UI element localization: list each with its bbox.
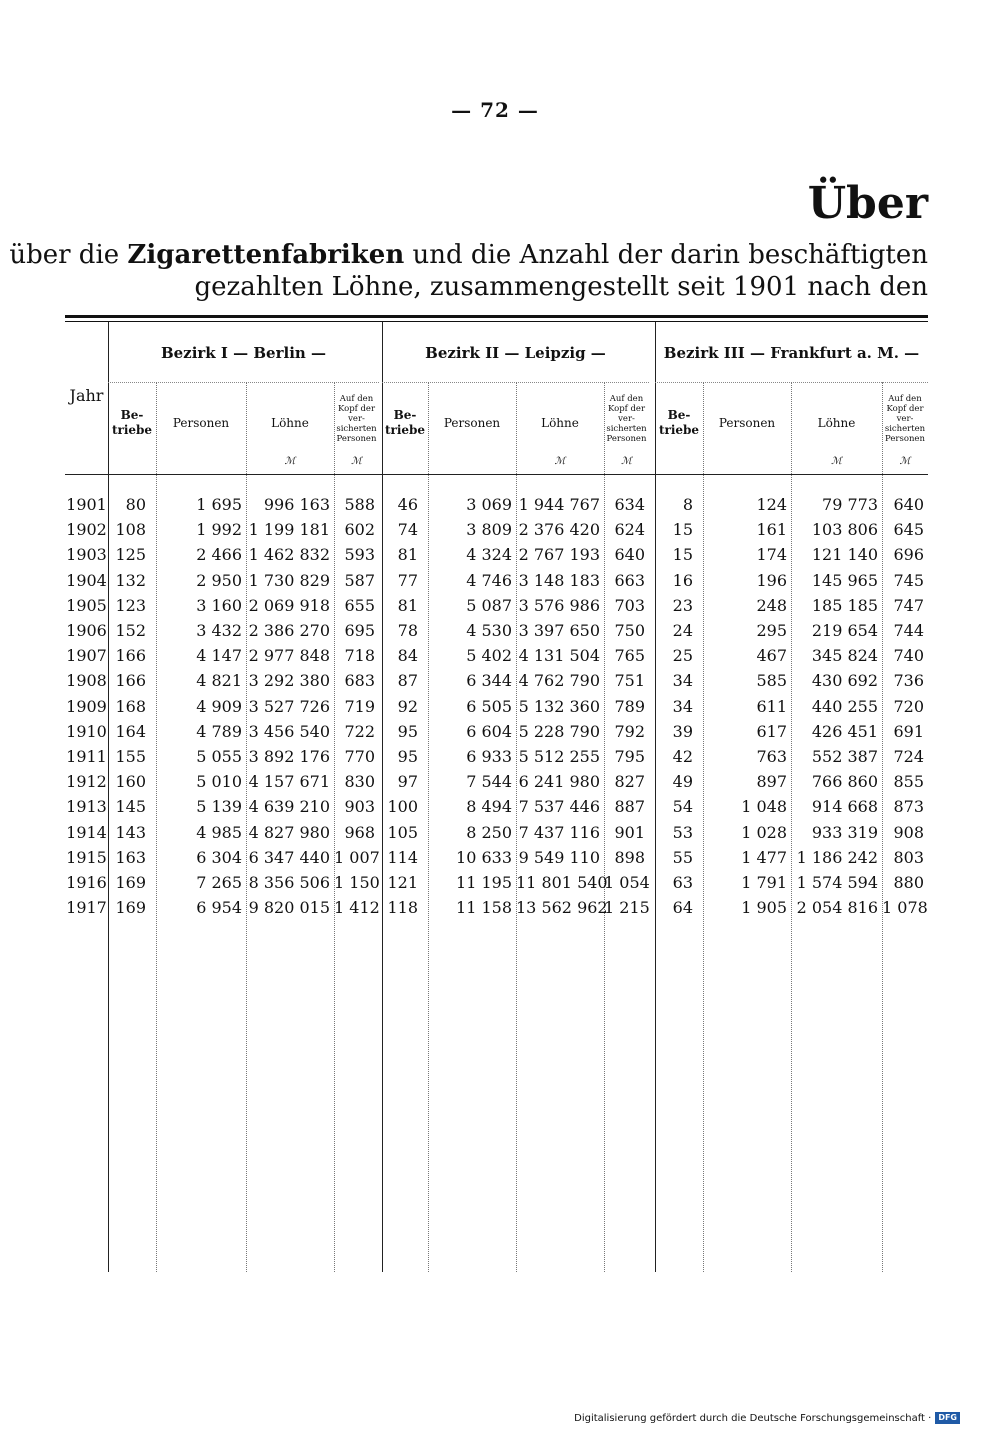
district-heading: Bezirk II — Leipzig — — [425, 344, 606, 362]
loehne-cell: 2 069 918 — [248, 595, 330, 615]
personen-cell: 5 402 — [466, 646, 512, 666]
betriebe-cell: 152 — [115, 621, 146, 640]
per-capita-cell: 827 — [614, 772, 645, 792]
table-row — [65, 492, 928, 517]
betriebe-cell: 160 — [115, 772, 146, 792]
betriebe-cell: 78 — [397, 621, 418, 640]
loehne-cell: 1 944 767 — [518, 495, 600, 514]
header-bottom-rule — [65, 474, 928, 475]
per-capita-header: Auf den Kopf der ver- sicherten Personen — [336, 394, 377, 444]
table-row — [65, 618, 928, 643]
per-capita-cell: 602 — [344, 520, 375, 540]
loehne-cell: 121 140 — [811, 545, 878, 565]
currency-unit: ℳ — [899, 456, 911, 467]
table-row — [65, 694, 928, 719]
loehne-cell: 4 639 210 — [248, 797, 330, 817]
per-capita-cell: 751 — [614, 671, 645, 691]
betriebe-cell: 169 — [115, 873, 146, 892]
personen-cell: 161 — [756, 520, 787, 540]
loehne-cell: 1 186 242 — [796, 847, 878, 867]
table-row — [65, 895, 928, 920]
personen-cell: 3 160 — [196, 595, 242, 615]
year-cell: 1905 — [66, 595, 107, 615]
table-top-rule — [65, 315, 928, 318]
betriebe-cell: 84 — [397, 646, 418, 666]
betriebe-cell: 42 — [672, 747, 693, 766]
betriebe-header: Be- triebe — [658, 408, 700, 437]
district-heading: Bezirk III — Frankfurt a. M. — — [663, 344, 920, 362]
loehne-cell: 4 762 790 — [518, 671, 600, 691]
loehne-cell: 1 462 832 — [248, 545, 330, 565]
footer-credit — [574, 1412, 960, 1424]
table-row — [65, 820, 928, 845]
personen-cell: 585 — [756, 671, 787, 691]
currency-unit: ℳ — [621, 456, 632, 467]
betriebe-cell: 55 — [672, 847, 693, 867]
betriebe-cell: 34 — [672, 671, 693, 691]
per-capita-cell: 887 — [614, 797, 645, 817]
table-row — [65, 794, 928, 819]
table-row — [65, 643, 928, 668]
per-capita-cell: 593 — [344, 545, 375, 565]
per-capita-cell: 736 — [893, 671, 924, 691]
betriebe-cell: 15 — [672, 520, 693, 540]
loehne-cell: 185 185 — [811, 595, 878, 615]
per-capita-cell: 792 — [614, 721, 645, 741]
year-cell: 1907 — [66, 646, 107, 666]
personen-cell: 6 304 — [196, 847, 242, 867]
betriebe-cell: 95 — [397, 721, 418, 741]
year-cell: 1912 — [66, 772, 107, 792]
subtitle-line-2: gezahlten Löhne, zusammengestellt seit 1901 nach den — [194, 272, 928, 302]
personen-cell: 248 — [756, 595, 787, 615]
loehne-cell: 2 054 816 — [796, 898, 878, 918]
per-capita-cell: 683 — [344, 671, 375, 691]
personen-cell: 4 789 — [196, 721, 242, 741]
personen-cell: 897 — [756, 772, 787, 792]
per-capita-cell: 740 — [893, 646, 924, 666]
table-row — [65, 769, 928, 794]
loehne-cell: 1 199 181 — [248, 520, 330, 540]
per-capita-cell: 1 412 — [334, 898, 380, 918]
per-capita-cell: 640 — [893, 495, 924, 514]
personen-cell: 1 695 — [196, 495, 242, 514]
dfg-logo: DFG — [935, 1412, 960, 1424]
year-cell: 1903 — [66, 545, 107, 565]
personen-cell: 1 791 — [741, 873, 787, 892]
loehne-cell: 4 131 504 — [518, 646, 600, 666]
personen-cell: 5 139 — [196, 797, 242, 817]
personen-cell: 5 055 — [196, 747, 242, 766]
subtitle-line-1-pre: über die — [9, 240, 128, 270]
per-capita-cell: 903 — [344, 797, 375, 817]
district-heading: Bezirk I — Berlin — — [160, 344, 327, 362]
loehne-cell: 345 824 — [811, 646, 878, 666]
per-capita-cell: 898 — [614, 847, 645, 867]
betriebe-cell: 105 — [387, 822, 418, 842]
per-capita-cell: 655 — [344, 595, 375, 615]
personen-cell: 7 265 — [196, 873, 242, 892]
year-cell: 1901 — [66, 495, 107, 514]
loehne-cell: 3 148 183 — [518, 570, 600, 590]
loehne-cell: 5 228 790 — [518, 721, 600, 741]
betriebe-cell: 123 — [115, 595, 146, 615]
year-cell: 1910 — [66, 721, 107, 741]
personen-cell: 1 477 — [741, 847, 787, 867]
betriebe-cell: 166 — [115, 671, 146, 691]
per-capita-cell: 789 — [614, 696, 645, 716]
personen-cell: 4 821 — [196, 671, 242, 691]
table-row — [65, 845, 928, 870]
year-cell: 1915 — [66, 847, 107, 867]
loehne-cell: 3 456 540 — [248, 721, 330, 741]
betriebe-cell: 8 — [682, 495, 693, 514]
table-row — [65, 668, 928, 693]
betriebe-cell: 168 — [115, 696, 146, 716]
per-capita-cell: 1 054 — [604, 873, 650, 892]
page-heading: Über — [807, 178, 928, 229]
personen-cell: 8 494 — [466, 797, 512, 817]
personen-cell: 10 633 — [456, 847, 512, 867]
betriebe-cell: 54 — [672, 797, 693, 817]
per-capita-cell: 718 — [344, 646, 375, 666]
personen-cell: 1 905 — [741, 898, 787, 918]
per-capita-cell: 855 — [893, 772, 924, 792]
loehne-header: Löhne — [541, 416, 579, 430]
personen-cell: 3 069 — [466, 495, 512, 514]
personen-header: Personen — [443, 416, 501, 430]
personen-cell: 3 432 — [196, 621, 242, 640]
table-row — [65, 719, 928, 744]
personen-cell: 4 530 — [466, 621, 512, 640]
personen-cell: 763 — [756, 747, 787, 766]
loehne-cell: 6 347 440 — [248, 847, 330, 867]
betriebe-cell: 81 — [397, 595, 418, 615]
personen-cell: 1 048 — [741, 797, 787, 817]
per-capita-cell: 645 — [893, 520, 924, 540]
per-capita-cell: 1 007 — [334, 847, 380, 867]
betriebe-cell: 95 — [397, 747, 418, 766]
betriebe-cell: 24 — [672, 621, 693, 640]
betriebe-cell: 16 — [672, 570, 693, 590]
per-capita-cell: 803 — [893, 847, 924, 867]
betriebe-cell: 25 — [672, 646, 693, 666]
table-row — [65, 517, 928, 542]
subtitle-line-1-post: und die Anzahl der darin beschäftigten — [404, 240, 928, 270]
per-capita-cell: 908 — [893, 822, 924, 842]
table-row — [65, 568, 928, 593]
loehne-cell: 552 387 — [811, 747, 878, 766]
statistics-table — [65, 322, 928, 1272]
loehne-cell: 766 860 — [811, 772, 878, 792]
betriebe-cell: 145 — [115, 797, 146, 817]
personen-cell: 617 — [756, 721, 787, 741]
personen-cell: 4 147 — [196, 646, 242, 666]
subtitle-line-1-bold: Zigarettenfabriken — [127, 240, 405, 270]
loehne-cell: 11 801 540 — [516, 873, 608, 892]
currency-unit: ℳ — [831, 456, 842, 467]
personen-cell: 6 604 — [466, 721, 512, 741]
loehne-cell: 3 527 726 — [248, 696, 330, 716]
per-capita-cell: 634 — [614, 495, 645, 514]
per-capita-cell: 663 — [614, 570, 645, 590]
currency-unit: ℳ — [284, 456, 296, 467]
betriebe-cell: 108 — [115, 520, 146, 540]
betriebe-cell: 118 — [387, 898, 418, 918]
per-capita-cell: 880 — [893, 873, 924, 892]
betriebe-cell: 87 — [397, 671, 418, 691]
loehne-cell: 2 977 848 — [248, 646, 330, 666]
personen-cell: 4 909 — [196, 696, 242, 716]
district-subrule — [108, 382, 379, 383]
loehne-cell: 9 549 110 — [518, 847, 600, 867]
personen-cell: 2 466 — [196, 545, 242, 565]
table-row — [65, 744, 928, 769]
personen-cell: 5 087 — [466, 595, 512, 615]
betriebe-cell: 23 — [672, 595, 693, 615]
betriebe-header: Be- triebe — [111, 408, 153, 437]
loehne-header: Löhne — [817, 416, 856, 430]
betriebe-cell: 114 — [387, 847, 418, 867]
loehne-cell: 3 576 986 — [518, 595, 600, 615]
year-cell: 1906 — [66, 621, 107, 640]
loehne-cell: 5 132 360 — [518, 696, 600, 716]
betriebe-cell: 166 — [115, 646, 146, 666]
per-capita-cell: 640 — [614, 545, 645, 565]
loehne-cell: 3 892 176 — [248, 747, 330, 766]
loehne-cell: 3 292 380 — [248, 671, 330, 691]
per-capita-cell: 587 — [344, 570, 375, 590]
personen-cell: 4 746 — [466, 570, 512, 590]
loehne-cell: 9 820 015 — [248, 898, 330, 918]
loehne-cell: 8 356 506 — [248, 873, 330, 892]
per-capita-cell: 750 — [614, 621, 645, 640]
betriebe-cell: 15 — [672, 545, 693, 565]
per-capita-cell: 720 — [893, 696, 924, 716]
per-capita-cell: 588 — [344, 495, 375, 514]
loehne-cell: 430 692 — [811, 671, 878, 691]
loehne-cell: 5 512 255 — [518, 747, 600, 766]
betriebe-cell: 169 — [115, 898, 146, 918]
personen-header: Personen — [172, 416, 230, 430]
per-capita-cell: 624 — [614, 520, 645, 540]
betriebe-cell: 49 — [672, 772, 693, 792]
year-cell: 1904 — [66, 570, 107, 590]
per-capita-header: Auf den Kopf der ver- sicherten Personen — [884, 394, 926, 444]
subtitle-line-1 — [9, 240, 928, 270]
betriebe-cell: 97 — [397, 772, 418, 792]
loehne-header: Löhne — [271, 416, 309, 430]
personen-cell: 2 950 — [196, 570, 242, 590]
year-cell: 1911 — [66, 747, 107, 766]
personen-cell: 5 010 — [196, 772, 242, 792]
per-capita-cell: 691 — [893, 721, 924, 741]
personen-cell: 1 992 — [196, 520, 242, 540]
betriebe-cell: 121 — [387, 873, 418, 892]
betriebe-cell: 46 — [397, 495, 418, 514]
personen-cell: 6 954 — [196, 898, 242, 918]
per-capita-cell: 724 — [893, 747, 924, 766]
per-capita-cell: 1 150 — [334, 873, 380, 892]
per-capita-header: Auf den Kopf der ver- sicherten Personen — [606, 394, 647, 444]
betriebe-cell: 143 — [115, 822, 146, 842]
year-cell: 1902 — [66, 520, 107, 540]
per-capita-cell: 719 — [344, 696, 375, 716]
betriebe-cell: 81 — [397, 545, 418, 565]
betriebe-cell: 92 — [397, 696, 418, 716]
per-capita-cell: 703 — [614, 595, 645, 615]
betriebe-cell: 64 — [672, 898, 693, 918]
per-capita-cell: 901 — [614, 822, 645, 842]
personen-cell: 174 — [756, 545, 787, 565]
loehne-cell: 2 386 270 — [248, 621, 330, 640]
per-capita-cell: 765 — [614, 646, 645, 666]
page-number: — 72 — — [451, 98, 539, 122]
loehne-cell: 145 965 — [811, 570, 878, 590]
loehne-cell: 79 773 — [822, 495, 878, 514]
betriebe-cell: 163 — [115, 847, 146, 867]
footer-text: Digitalisierung gefördert durch die Deutsche Forschungsgemeinschaft · — [574, 1412, 932, 1424]
personen-cell: 196 — [756, 570, 787, 590]
loehne-cell: 996 163 — [263, 495, 330, 514]
per-capita-cell: 1 078 — [882, 898, 928, 918]
currency-unit: ℳ — [554, 456, 566, 467]
loehne-cell: 440 255 — [811, 696, 878, 716]
personen-cell: 11 195 — [456, 873, 512, 892]
year-cell: 1914 — [66, 822, 107, 842]
personen-cell: 1 028 — [741, 822, 787, 842]
loehne-cell: 4 157 671 — [248, 772, 330, 792]
personen-cell: 124 — [756, 495, 787, 514]
loehne-cell: 2 767 193 — [518, 545, 600, 565]
per-capita-cell: 795 — [614, 747, 645, 766]
year-cell: 1909 — [66, 696, 107, 716]
per-capita-cell: 747 — [893, 595, 924, 615]
personen-cell: 6 344 — [466, 671, 512, 691]
personen-cell: 6 933 — [466, 747, 512, 766]
personen-cell: 4 324 — [466, 545, 512, 565]
loehne-cell: 7 537 446 — [518, 797, 600, 817]
betriebe-cell: 63 — [672, 873, 693, 892]
per-capita-cell: 695 — [344, 621, 375, 640]
personen-cell: 11 158 — [456, 898, 512, 918]
loehne-cell: 4 827 980 — [248, 822, 330, 842]
year-cell: 1908 — [66, 671, 107, 691]
betriebe-cell: 74 — [397, 520, 418, 540]
loehne-cell: 914 668 — [811, 797, 878, 817]
personen-cell: 3 809 — [466, 520, 512, 540]
betriebe-cell: 80 — [125, 495, 146, 514]
per-capita-cell: 696 — [893, 545, 924, 565]
betriebe-cell: 125 — [115, 545, 146, 565]
currency-unit: ℳ — [351, 456, 362, 467]
per-capita-cell: 968 — [344, 822, 375, 842]
loehne-cell: 3 397 650 — [518, 621, 600, 640]
betriebe-cell: 39 — [672, 721, 693, 741]
betriebe-header: Be- triebe — [384, 408, 426, 437]
year-cell: 1913 — [66, 797, 107, 817]
table-row — [65, 870, 928, 895]
personen-cell: 467 — [756, 646, 787, 666]
per-capita-cell: 745 — [893, 570, 924, 590]
loehne-cell: 7 437 116 — [518, 822, 600, 842]
personen-cell: 7 544 — [466, 772, 512, 792]
personen-cell: 295 — [756, 621, 787, 640]
loehne-cell: 933 319 — [811, 822, 878, 842]
per-capita-cell: 873 — [893, 797, 924, 817]
per-capita-cell: 830 — [344, 772, 375, 792]
year-cell: 1917 — [66, 898, 107, 918]
table-row — [65, 593, 928, 618]
year-cell: 1916 — [66, 873, 107, 892]
betriebe-cell: 132 — [115, 570, 146, 590]
loehne-cell: 219 654 — [811, 621, 878, 640]
table-row — [65, 542, 928, 567]
loehne-cell: 6 241 980 — [518, 772, 600, 792]
loehne-cell: 1 730 829 — [248, 570, 330, 590]
per-capita-cell: 722 — [344, 721, 375, 741]
personen-cell: 6 505 — [466, 696, 512, 716]
per-capita-cell: 1 215 — [604, 898, 650, 918]
personen-cell: 8 250 — [466, 822, 512, 842]
betriebe-cell: 77 — [397, 570, 418, 590]
personen-cell: 611 — [756, 696, 787, 716]
betriebe-cell: 53 — [672, 822, 693, 842]
personen-cell: 4 985 — [196, 822, 242, 842]
personen-header: Personen — [718, 416, 776, 430]
year-column-header: Jahr — [69, 386, 104, 405]
loehne-cell: 426 451 — [811, 721, 878, 741]
loehne-cell: 2 376 420 — [518, 520, 600, 540]
loehne-cell: 1 574 594 — [796, 873, 878, 892]
betriebe-cell: 164 — [115, 721, 146, 741]
per-capita-cell: 744 — [893, 621, 924, 640]
betriebe-cell: 100 — [387, 797, 418, 817]
loehne-cell: 13 562 962 — [516, 898, 608, 918]
betriebe-cell: 34 — [672, 696, 693, 716]
per-capita-cell: 770 — [344, 747, 375, 766]
betriebe-cell: 155 — [115, 747, 146, 766]
loehne-cell: 103 806 — [811, 520, 878, 540]
